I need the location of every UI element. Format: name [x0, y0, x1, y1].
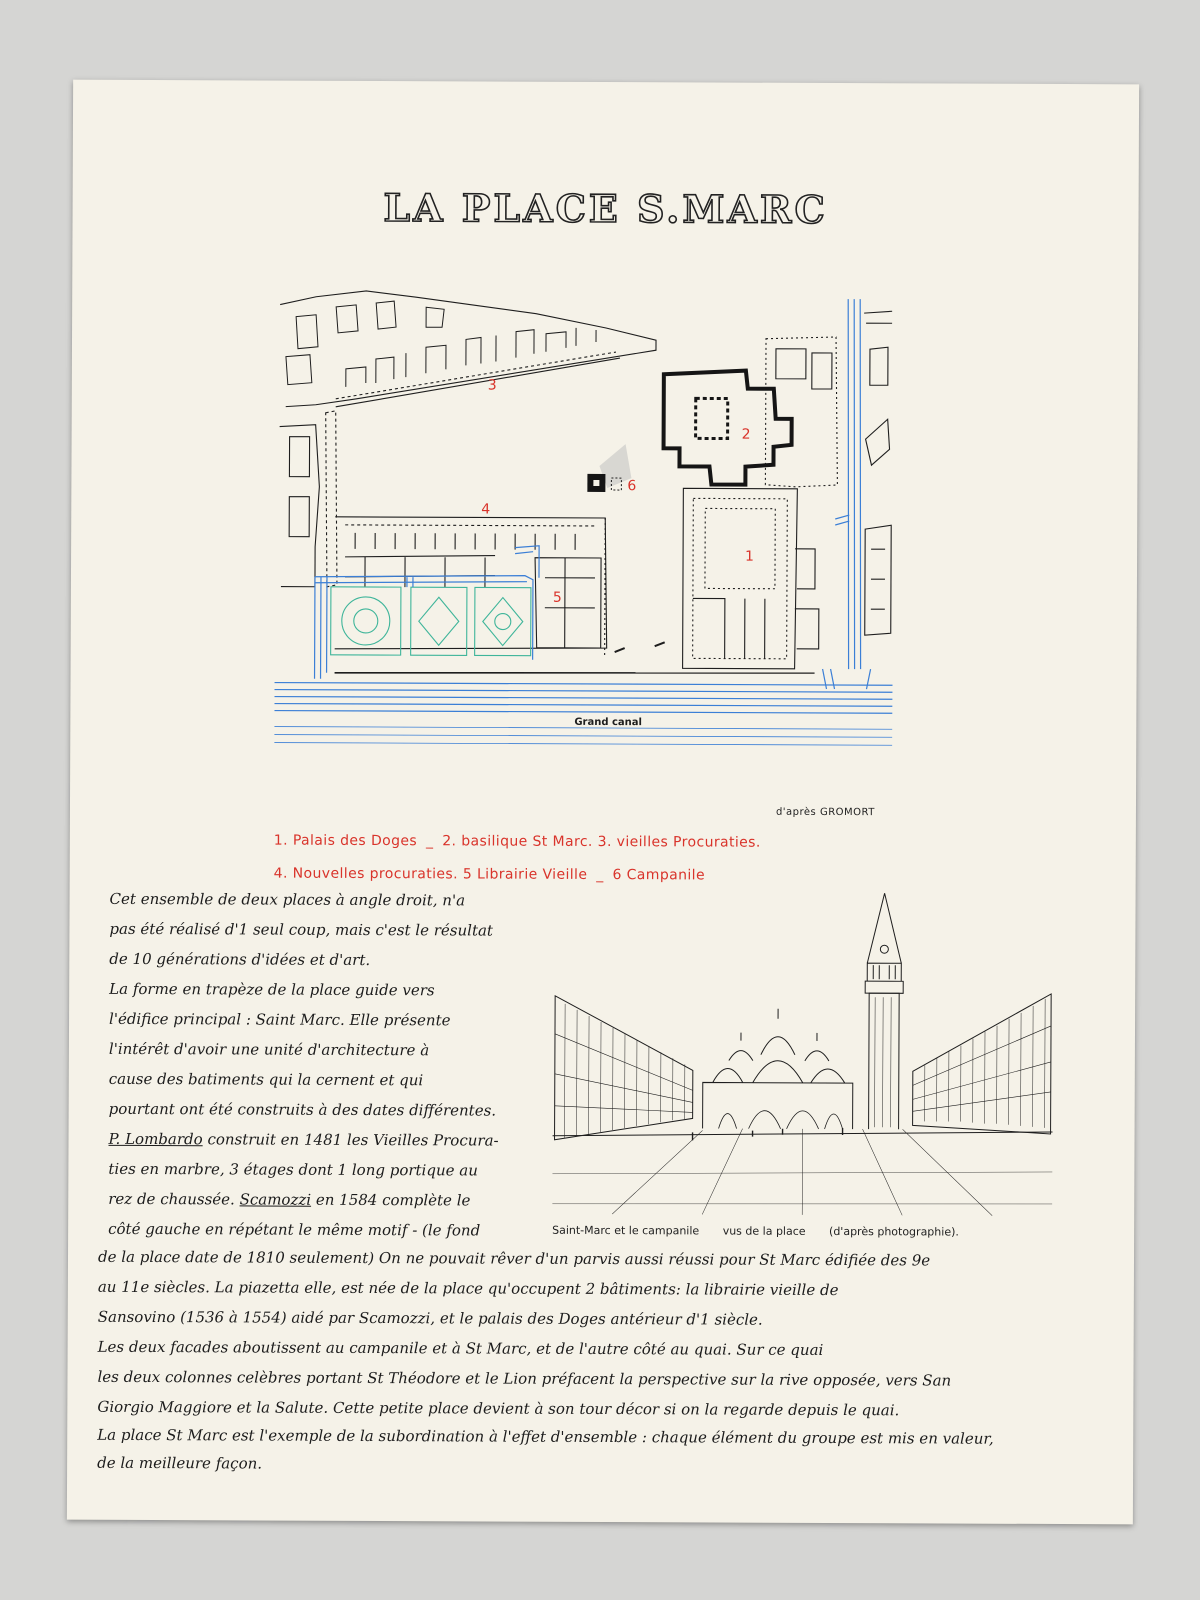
legend-separator: _: [425, 833, 434, 850]
name-lombardo: P. Lombardo: [108, 1129, 203, 1149]
legend-item-5: 5 Librairie Vieille: [462, 866, 588, 883]
caption-right: (d'après photographie).: [829, 1224, 959, 1239]
text-fragment: en 1584 complète le: [315, 1190, 471, 1210]
legend-item-3: 3. vieilles Procuraties.: [597, 833, 761, 851]
text-line: de la place date de 1810 seulement) On ne pouvait rêver d'un parvis aussi réussi pour St Marc édifiée des 9e: [97, 1247, 931, 1270]
text-line: cause des batiments qui la cernent et qui: [108, 1069, 424, 1090]
text-line: Sansovino (1536 à 1554) aidé par Scamozzi, et le palais des Doges antérieur d'1 siècle.: [97, 1307, 763, 1329]
text-line: côté gauche en répétant le même motif - (le fond: [108, 1219, 481, 1240]
text-line: au 11e siècles. La piazetta elle, est née de la place qu'occupent 2 bâtiments: la librairie vieille de: [97, 1277, 839, 1300]
caption-middle: vus de la place: [722, 1224, 806, 1238]
text-line: Les deux facades aboutissent au campanile et à St Marc, et de l'autre côté au quai. Sur ce quai: [97, 1337, 824, 1359]
text-line: La forme en trapèze de la place guide vers: [109, 979, 435, 1000]
text-line: de 10 générations d'idées et d'art.: [109, 949, 371, 969]
plan-canal-label: Grand canal: [574, 716, 642, 729]
text-line: Cet ensemble de deux places à angle droit, n'a: [109, 889, 466, 910]
text-line: pourtant ont été construits à des dates différentes.: [108, 1099, 497, 1120]
legend-item-2: 2. basilique St Marc.: [442, 833, 593, 850]
plan-legend: [273, 832, 894, 884]
text-fragment: rez de chaussée.: [108, 1189, 235, 1209]
legend-item-4: 4. Nouvelles procuraties.: [273, 865, 459, 883]
caption-left: Saint-Marc et le campanile: [552, 1223, 700, 1238]
text-line: l'intérêt d'avoir une unité d'architecture à: [108, 1039, 430, 1060]
plan-label-1: 1: [745, 548, 755, 565]
text-line: pas été réalisé d'1 seul coup, mais c'est le résultat: [109, 919, 494, 940]
legend-item-6: 6 Campanile: [612, 867, 706, 884]
text-line: de la meilleure façon.: [97, 1453, 263, 1473]
name-scamozzi: Scamozzi: [239, 1190, 312, 1209]
plan-label-4: 4: [481, 501, 491, 518]
sketch-caption: [552, 1224, 979, 1239]
text-line: ties en marbre, 3 étages dont 1 long portique au: [108, 1159, 478, 1180]
text-line: les deux colonnes celèbres portant St Théodore et le Lion préfacent la perspective sur la rive opposée, vers San: [97, 1367, 952, 1390]
text-line: [108, 1130, 498, 1150]
piazza-sketch: [552, 884, 1053, 1226]
legend-separator: _: [596, 866, 604, 884]
document-sheet: [67, 80, 1139, 1525]
text-fragment: construit en 1481 les Vieilles Procura-: [207, 1130, 499, 1150]
plan-label-6: 6: [627, 478, 637, 495]
text-line: l'édifice principal : Saint Marc. Elle présente: [109, 1009, 451, 1030]
plan-label-5: 5: [552, 589, 562, 606]
site-plan: [274, 287, 894, 760]
text-line: [108, 1190, 470, 1210]
plan-label-2: 2: [741, 426, 751, 443]
page-title: LA PLACE S.MARC: [383, 185, 828, 232]
legend-item-1: 1. Palais des Doges: [273, 832, 418, 850]
plan-credit: d'après GROMORT: [775, 806, 875, 819]
text-line: La place St Marc est l'exemple de la subordination à l'effet d'ensemble : chaque élément du groupe est mis en valeur,: [97, 1425, 994, 1448]
text-line: Giorgio Maggiore et la Salute. Cette petite place devient à son tour décor si on la regarde depuis le quai.: [97, 1397, 900, 1420]
plan-label-3: 3: [487, 377, 497, 394]
